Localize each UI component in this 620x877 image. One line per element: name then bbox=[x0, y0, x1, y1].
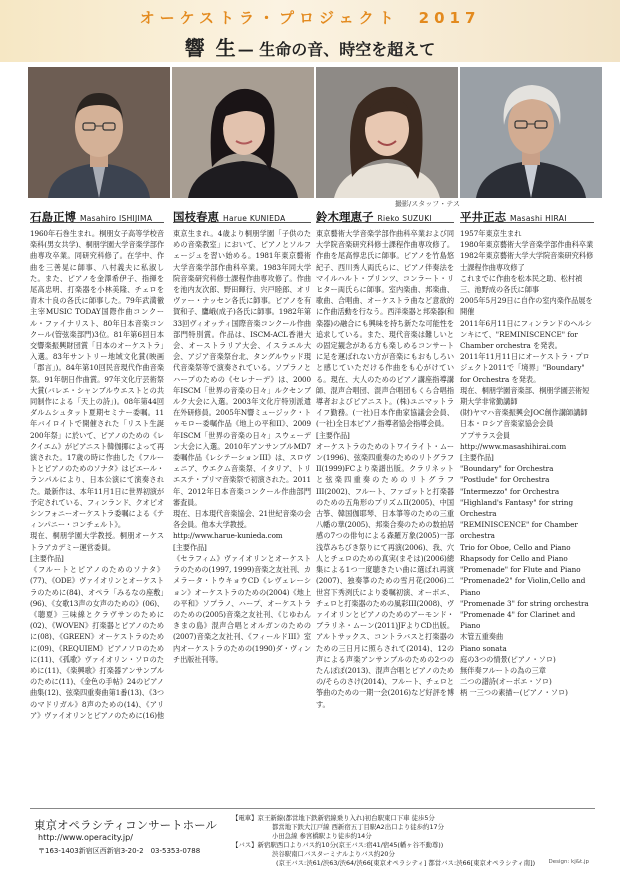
title-main: 響 生 bbox=[184, 36, 238, 60]
bio-line: 1980年東京藝術大学音楽学部作曲科卒業 bbox=[460, 240, 594, 250]
bio-text: 東京生まれ。4歳より桐朋学園「子供のための音楽教室」において、ピアノとソルフェージュを習い始める。1981年東京藝術大学音楽学部作曲科卒業。1983年同大学院音楽研究科修士課程作曲専攻修了。作曲を池内友次郎、野田暉行、宍戸睦郎、オリヴァー・ナッセン各氏に師事。ピアノを有賀和子、鷹峨(成子)各氏に師事。1982年第33回ヴィオッティ国際音楽コンクール作曲部門特別賞。作品は、ISCM-ACL香港大会、オーストラリア大会、イスラエル大会、アジア音楽祭台北、タングルウッド現代音楽祭等で演奏されている。ソプラノとハープのための《セレナーデ》は、2000年ISCM「世界の音楽の日々」ルクセンブルク大会に入選。2003年文化庁特別派遣在外研修員。2005年N響ミュージック・トゥモロー委嘱作品《地上の平和II》、2009年ISCM「世界の音楽の日々」スウェーデン大会に入選。2010年アンサンブルMD7委嘱作品《レシテーションIII》は、スロヴェニア、ウエクム音楽祭、イタリア、トリエステ・プリマ音楽祭で初演された。2011年、2012年日本音楽コンクール作曲部門審査員。 bbox=[173, 229, 311, 507]
access-line: (京王バス:渋61/渋63/渋64/渋66[東京オペラシティ] 都営バス:渋66[東京オペラシティ南]) bbox=[276, 859, 536, 867]
status-text: 現在、日本現代音楽協会、21世紀音楽の会各会員。他本大学教授。 bbox=[173, 509, 311, 530]
name-jp: 平井正志 bbox=[460, 210, 506, 223]
venue-footer bbox=[30, 808, 595, 867]
work-item: "Promenade 3" for string orchestra bbox=[460, 598, 589, 608]
bio-line: これまでに作曲を松本民之助、松村禎三、池野成の各氏に師事 bbox=[460, 273, 583, 295]
title-sub: — 生命の音、時空を超えて bbox=[237, 40, 436, 59]
work-item: Rhapsody for Cello and Piano bbox=[460, 553, 568, 563]
works-text: 《フルートとピアノのためのソナタ》(77)、《ODE》ヴァイオリンとオーケストラのために(84)、オペラ「みるなの座敷」(96)、《女歌13声の女声のための》(06)、《聴夏》三味線とクラヴサンのために(02)、《WOVEN》打楽器とピアノのために(08)、《GREEN》オーケストラのために(09)、《REQUIEM》ピアノソロのために(11)、《孤歌》ヴァイオリン・ソロのために(11)、《楽興歌》打楽器アンサンブルのために(11)、《金色の手帖》24のピアノ曲集(12)、弦楽四重奏曲第1番(13)、《3つのマドリガル》8声のための(14)、《アリア》ヴァイオリンとピアノのために(16)他 bbox=[30, 565, 164, 720]
venue-name: 東京オペラシティコンサートホール bbox=[34, 818, 217, 832]
bio-text: 東京藝術大学音楽学部作曲科卒業および同大学院音楽研究科修士課程作曲専攻修了。作曲を尾高惇忠氏に師事。ピアノを竹島悠紀子、西川秀人両氏らに、ピアノ伴奏法をマイルハルト・プリンツ、コンラート・リヒター両氏らに師事。室内楽曲、邦楽曲、歌曲、合唱曲、オーケストラ曲など意欲的に作曲活動を行なう。西洋楽器と邦楽器(和楽器)の融合にも興味を持ち新たな可能性を追求している。また、現代音楽は難しいとの固定観念がある方も楽しめるコンサートに足を運ばれない方が音楽にもおもしろいと感じていただける作曲をも心がけている。現在、大人のためのピアノ講座指導講師、混声合唱団、混声合唱団もくら合唱指導者およびピアニスト。(株)ユニマットライフ勤務。(一社)日本作曲家協議会会員、(一社)全日本ピアノ指導者協会指導会員。 bbox=[316, 229, 454, 429]
work-item: "Promenade2" for Violin,Cello and Piano bbox=[460, 576, 586, 597]
bio-line: 現在、桐朋学園音楽部、桐朋学園芸術短期大学非常勤講師 bbox=[460, 385, 590, 407]
venue-address: 〒163-1403新宿区西新宿3-20-2 03-5353-0788 bbox=[38, 847, 201, 855]
name-jp: 国枝春恵 bbox=[173, 210, 219, 223]
bio-line: 2011年6月11日にフィンランドのヘルシンキにて、"REMINISCENCE" for Chamber orchestra を発表。 bbox=[460, 318, 592, 351]
bio-line: 1982年東京藝術大学大学院音楽研究科修士課程作曲専攻修了 bbox=[460, 251, 594, 272]
photo-credit: 撮影/スタッフ・テス bbox=[394, 200, 460, 208]
website-link[interactable]: http://www.masashihirai.com bbox=[460, 441, 567, 451]
work-item: "Promenade 4" for Clarinet and Piano bbox=[460, 609, 576, 631]
bio-text: 1960年石巻生まれ。桐朋女子高等学校音楽科(男女共学)、桐朋学園大学音楽学部作曲専攻卒業。同研究科修了。在学中、作曲を三善晃に師事、八村義夫に私淑した。また、ピアノを金澤希伊子、指揮を尾高忠明、打楽器を小林美隆、チェロを青木十良の各氏に師事した。79年武満徹主宰MUSIC TODAY国際作曲コンクール・ファイナリスト、80年日本音楽コンクール(管弦楽部門)3位。81年第6回日本交響楽振興財団賞「日本のオーケストラ」入選。83年サントリー地域文化賞(映画「郡言」)。84年第10回民音現代作曲音楽祭。91年朝日作曲賞。97年文化庁芸術祭大賞(バレエ・シャンブルウエストとの共同制作による「天上の詩」)。08年第44回ダルムシュタット夏期セミナー委嘱。11年バイロイトで開催された「リスト生誕200年祭」に於いて、ピアノのための《レクイエム》がピアニスト韓伽揶によって再演された。17歳の時に作曲した《フルートとピアノのためのソナタ》はピエール・ランパルにより、日本公演にて演奏された。最新作は、本年11月1日に世界初演が予定されている、フィンランド、クオピオシンフォニーオーケストラ委嘱による《ティンパニー・コンチェルト》。 bbox=[30, 229, 164, 530]
bio-line: (財)ヤマハ音楽振興会JOC創作講師講師 bbox=[460, 408, 588, 418]
name-en: Rieko SUZUKI bbox=[377, 214, 432, 223]
bio-line: 1957年東京生まれ bbox=[460, 229, 522, 238]
bio-line: アプサラス会員 bbox=[460, 430, 511, 440]
works-text: オーケストラのためのトワイライト・ムーン(1996)、弦楽四重奏のためのリトグラフII(1999)FCより楽譜出版。クラリネットと弦楽四重奏のためのリトグラフIII(2002)、フルート、ファゴットと打楽器のための五角形のプリズムII(2005)、中国古筝、韓国伽耶琴、日本箏等のための三重八幡の華(2005)、邦楽合奏のための数拍居感の7つの俳句による森羅万象(2005)一部浅草みちびき祭りにて再演(2006)、我、穴人とチェロのための真実(まそは)(2006)總集による1つ一度聴きたい曲に選ばれ再演(2007)、独奏箏のための雪月花(2006)二世宮下秀洌氏により委嘱初演、オーボエ、チェロと打楽器のための風彩III(2008)、ヴァイオリンとピアノのためのアーモンド・ブラリネ・ムーン(2011)JFよりCD出版。アルトサックス、コントラバスと打楽器のための三日月に照らされて(2014)、12の声による声楽アンサンブルのための2つのたんぽぽ(2013)、混声合唱とピアノのための/そらのさけ(2014)、フルート、チェロと筝曲のための一期一会(2016)など好評を博す。 bbox=[316, 441, 454, 709]
access-line: 渋谷駅南口バスターミナルよりバス約20分 bbox=[272, 850, 395, 858]
name-en: Harue KUNIEDA bbox=[223, 214, 286, 223]
work-item: 無伴奏フルートの為の三章 bbox=[460, 665, 546, 675]
profile-hirai bbox=[460, 206, 594, 699]
access-line: 【バス】新宿駅西口よりバス約10分(京王バス:宿41/宿45(幡ヶ谷不動尊)) bbox=[232, 841, 444, 849]
status-text: 現在、桐朋学園大学教授。桐朋オーケストラアカデミー運営委員。 bbox=[30, 531, 164, 552]
work-item: "Promenade" for Flute and Piano bbox=[460, 565, 581, 575]
profile-ishijima bbox=[30, 206, 164, 721]
concert-subtitle bbox=[0, 32, 620, 61]
access-line: 小田急線 参宮橋駅より徒歩約14分 bbox=[272, 832, 372, 840]
work-item: 木管五重奏曲 bbox=[460, 632, 504, 642]
works-heading: [主要作品] bbox=[173, 542, 207, 552]
bio-list bbox=[460, 228, 594, 452]
works-text: 《セラフィム》ヴァイオリンとオーケストラのための(1997, 1999)音楽之友社刊、カメラータ・トウキョウCD《レヴェレーション》オーケストラのための(2004)《地上の平和》ソプラノ、ハープ、オーケストラのための(2005)音楽之友社刊、《じゆわんきまの島》混声合唱とオルガンのための(2007)音楽之友社刊、《フィールドIII》室内オーケストラのための(1990)ダ・ヴィンチ出版社刊等。 bbox=[173, 553, 311, 664]
work-item: "Intermezzo" for Orchestra bbox=[460, 486, 560, 496]
name-en: Masahiro ISHIJIMA bbox=[80, 214, 153, 223]
design-credit: Design: kj&t.jp bbox=[548, 859, 589, 865]
name-jp: 石島正博 bbox=[30, 210, 76, 223]
work-item: "Boundary" for Orchestra bbox=[460, 464, 554, 474]
access-line: 【電車】京王新線(都営地下鉄新宿線乗り入れ)初台駅東口下車 徒歩5分 bbox=[232, 814, 435, 822]
work-item: "Highland's Fantasy" for string Orchestra bbox=[460, 497, 574, 519]
name-heading bbox=[460, 206, 594, 223]
profile-suzuki bbox=[316, 206, 454, 710]
works-heading: [主要作品] bbox=[316, 430, 350, 440]
work-item: "Postlude" for Orchestra bbox=[460, 475, 550, 485]
name-jp: 鈴木理恵子 bbox=[316, 210, 374, 223]
work-item: 二つの譜詩(オーボエ・ソロ) bbox=[460, 677, 552, 687]
portrait-ishijima bbox=[28, 67, 170, 198]
name-en: Masashi HIRAI bbox=[510, 214, 567, 223]
bio-line: 2005年5月29日に自作の室内楽作品展を開催 bbox=[460, 296, 593, 317]
access-line: 都営地下鉄大江戸線 西新宿五丁目駅A2出口より徒歩約17分 bbox=[272, 823, 444, 831]
work-item: 庭の3つの情景(ピアノ・ソロ) bbox=[460, 654, 556, 664]
access-info bbox=[232, 814, 592, 868]
works-heading: [主要作品] bbox=[30, 553, 64, 563]
works-list bbox=[460, 463, 594, 698]
name-heading bbox=[316, 206, 454, 223]
work-item: 柄 一三つの素描ー(ピアノ・ソロ) bbox=[460, 688, 568, 698]
work-item: Trio for Oboe, Cello and Piano bbox=[460, 542, 571, 552]
bio-line: 2011年11月11日にオーケストラ・プロジェクト2011で「境界」"Boundary" for Orchestra を発表。 bbox=[460, 352, 590, 384]
bio-line: 日本・ロシア音楽家協会会員 bbox=[460, 419, 554, 429]
profile-kunieda bbox=[173, 206, 311, 665]
portrait-kunieda bbox=[172, 67, 314, 198]
work-item: "REMINISCENCE" for Chamber orchestra bbox=[460, 520, 578, 541]
portrait-suzuki bbox=[316, 67, 458, 198]
works-heading: [主要作品] bbox=[460, 453, 494, 463]
name-heading bbox=[173, 206, 311, 223]
work-item: Piano sonata bbox=[460, 643, 507, 653]
name-heading bbox=[30, 206, 164, 223]
venue-url[interactable]: http://www.operacity.jp/ bbox=[38, 833, 133, 842]
website-link[interactable]: http://www.harue-kunieda.com bbox=[173, 531, 283, 541]
project-title: オーケストラ・プロジェクト 2017 bbox=[139, 9, 481, 27]
portrait-hirai bbox=[460, 67, 602, 198]
